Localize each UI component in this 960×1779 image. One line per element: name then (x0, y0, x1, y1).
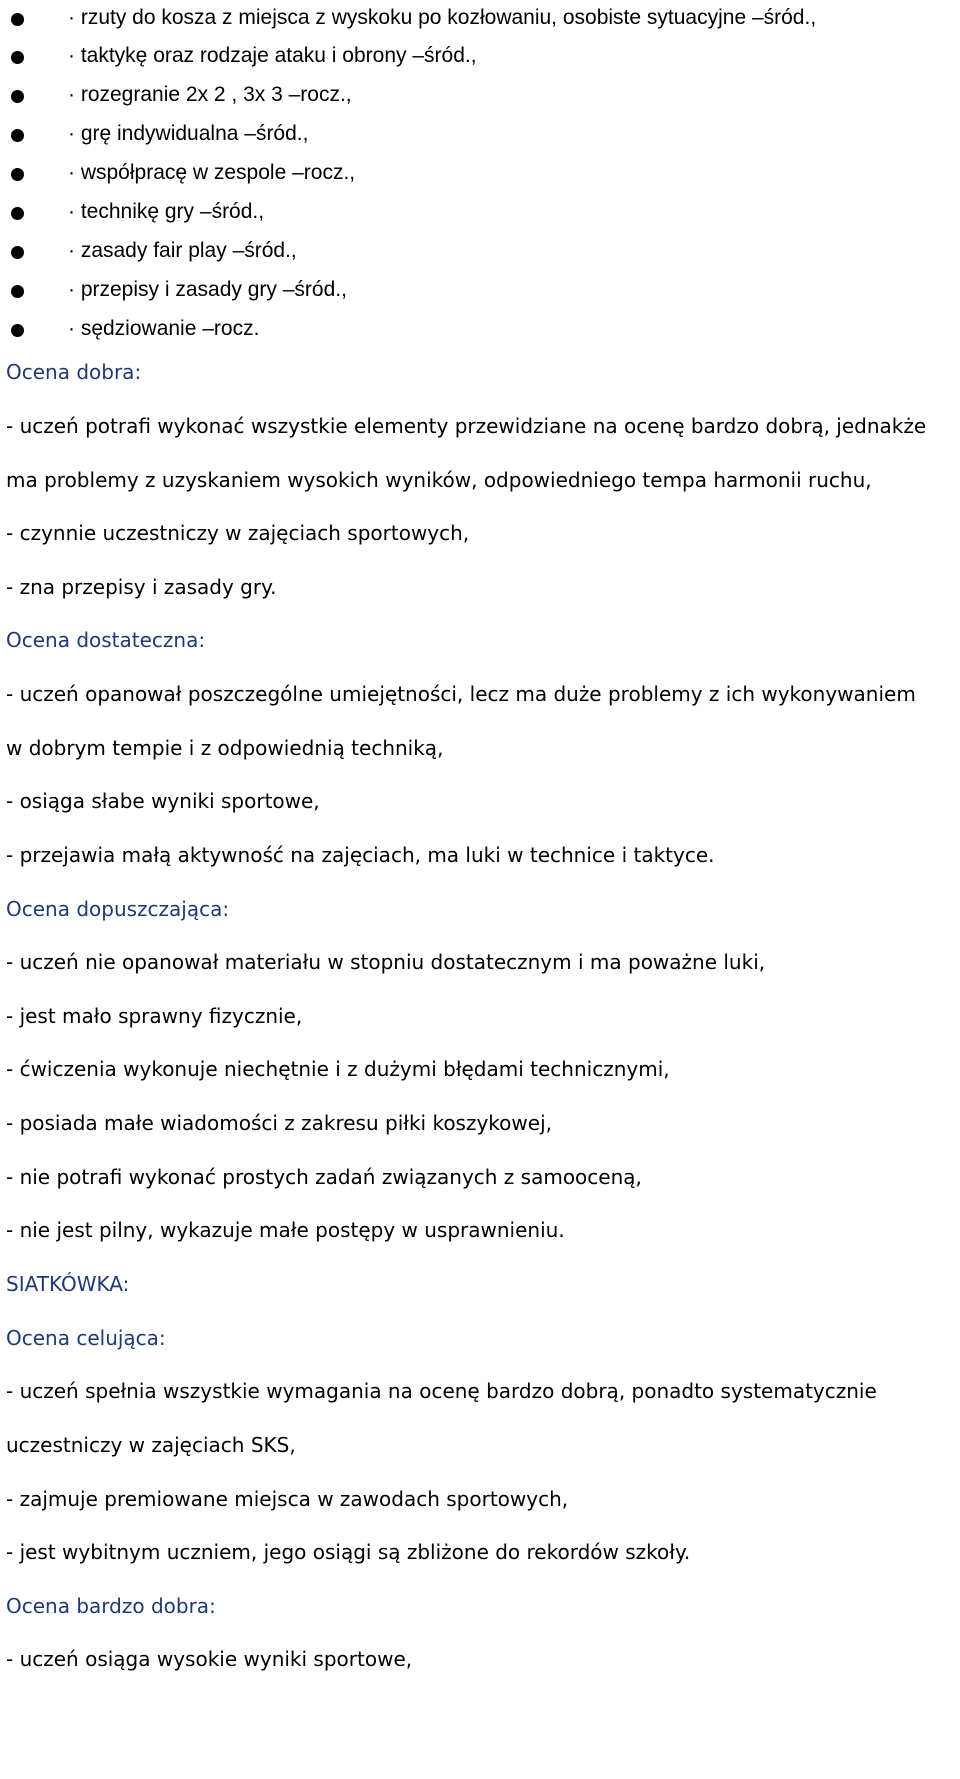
list-item-text: · rozegranie 2x 2 , 3x 3 –rocz., (68, 83, 352, 106)
list-item-text: · taktykę oraz rodzaje ataku i obrony –śród., (68, 44, 477, 67)
paragraph-line: uczestniczy w zajęciach SKS, (6, 1433, 296, 1457)
list-item (0, 272, 960, 312)
paragraph-line: - uczeń nie opanował materiału w stopniu dostatecznym i ma poważne luki, (6, 950, 766, 974)
paragraph-line: - nie jest pilny, wykazuje małe postępy w usprawnieniu. (6, 1218, 565, 1242)
bullet-icon (11, 207, 24, 220)
section-heading: Ocena dobra: (6, 360, 142, 384)
paragraph-line: - jest wybitnym uczniem, jego osiągi są zbliżone do rekordów szkoły. (6, 1540, 691, 1564)
paragraph-line: - zajmuje premiowane miejsca w zawodach sportowych, (6, 1487, 569, 1511)
bullet-icon (11, 324, 24, 337)
bullet-icon (11, 246, 24, 259)
section-heading: Ocena celująca: (6, 1326, 166, 1350)
paragraph-line: - ćwiczenia wykonuje niechętnie i z dużymi błędami technicznymi, (6, 1057, 670, 1081)
paragraph-line: - zna przepisy i zasady gry. (6, 575, 277, 599)
list-item (0, 155, 960, 195)
bullet-icon (11, 90, 24, 103)
list-item-text: · sędziowanie –rocz. (68, 317, 260, 340)
paragraph-line: - uczeń osiąga wysokie wyniki sportowe, (6, 1647, 413, 1671)
bullet-icon (11, 129, 24, 142)
section-heading: Ocena dopuszczająca: (6, 897, 230, 921)
list-item-text: · przepisy i zasady gry –śród., (68, 278, 347, 301)
bullet-icon (11, 285, 24, 298)
list-item-text: · technikę gry –śród., (68, 200, 265, 223)
paragraph-line: - uczeń spełnia wszystkie wymagania na ocenę bardzo dobrą, ponadto systematycznie (6, 1379, 877, 1403)
section-heading: Ocena bardzo dobra: (6, 1594, 216, 1618)
paragraph-line: ma problemy z uzyskaniem wysokich wyników, odpowiedniego tempa harmonii ruchu, (6, 468, 872, 492)
list-item (0, 233, 960, 273)
list-item-text: · współpracę w zespole –rocz., (68, 161, 356, 184)
list-item (0, 311, 960, 351)
paragraph-line: - przejawia małą aktywność na zajęciach, ma luki w technice i taktyce. (6, 843, 715, 867)
list-item (0, 116, 960, 156)
list-item-text: · rzuty do kosza z miejsca z wyskoku po kozłowaniu, osobiste sytuacyjne –śród., (68, 6, 817, 29)
paragraph-line: - jest mało sprawny fizycznie, (6, 1004, 303, 1028)
list-item (0, 38, 960, 78)
section-heading: Ocena dostateczna: (6, 628, 206, 652)
bullet-icon (11, 51, 24, 64)
bullet-icon (11, 13, 24, 26)
list-item-text: · zasady fair play –śród., (68, 239, 297, 262)
paragraph-line: - uczeń opanował poszczególne umiejętności, lecz ma duże problemy z ich wykonywaniem (6, 682, 916, 706)
paragraph-line: - czynnie uczestniczy w zajęciach sportowych, (6, 521, 470, 545)
paragraph-line: - uczeń potrafi wykonać wszystkie elementy przewidziane na ocenę bardzo dobrą, jednakże (6, 414, 927, 438)
list-item (0, 0, 960, 40)
section-heading: SIATKÓWKA: (6, 1272, 130, 1296)
paragraph-line: - posiada małe wiadomości z zakresu piłki koszykowej, (6, 1111, 552, 1135)
list-item (0, 194, 960, 234)
list-item-text: · grę indywidualna –śród., (68, 122, 309, 145)
bullet-icon (11, 168, 24, 181)
paragraph-line: w dobrym tempie i z odpowiednią techniką, (6, 736, 444, 760)
list-item (0, 77, 960, 117)
paragraph-line: - nie potrafi wykonać prostych zadań związanych z samooceną, (6, 1165, 642, 1189)
paragraph-line: - osiąga słabe wyniki sportowe, (6, 789, 320, 813)
